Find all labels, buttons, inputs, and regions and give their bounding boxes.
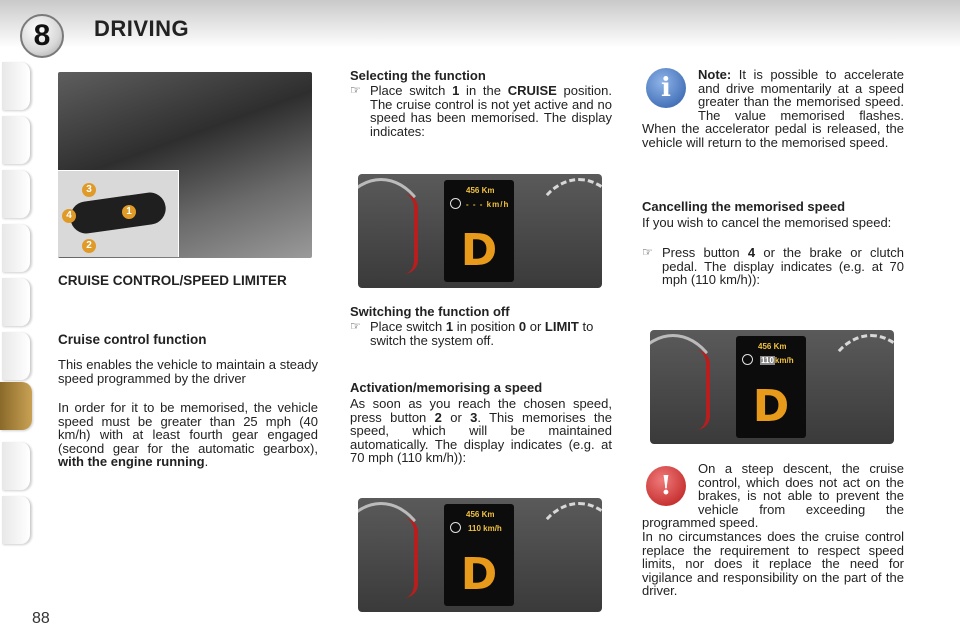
icon-spacer	[642, 462, 698, 516]
display-cruise-active	[358, 498, 602, 612]
gear-indicator: D	[460, 549, 498, 600]
odometer-readout: 456 Km	[758, 342, 787, 351]
page-number: 88	[32, 610, 50, 627]
gear-indicator: D	[460, 225, 498, 276]
pointing-hand-icon: ☞	[350, 319, 361, 333]
selecting-heading: Selecting the function	[350, 68, 486, 83]
cluster-screen	[444, 504, 514, 606]
memorised-speed-readout: 110km/h	[761, 356, 794, 365]
rev-counter-gauge	[358, 178, 434, 288]
redline-arc	[696, 350, 710, 430]
gear-indicator: D	[752, 381, 790, 432]
pointing-hand-icon: ☞	[642, 245, 653, 259]
speedometer-gauge	[818, 334, 894, 444]
odometer-readout: 456 Km	[466, 186, 495, 195]
cluster-screen	[444, 180, 514, 282]
speedometer-gauge	[526, 502, 602, 612]
chapter-tab-9[interactable]	[2, 442, 31, 490]
selecting-bullet: ☞ Place switch 1 in the CRUISE position. The cruise control is not yet active and no speed has been memorised. The display indicates:	[350, 83, 612, 139]
chapter-tab-10[interactable]	[2, 496, 31, 544]
steering-column-photo	[58, 72, 312, 258]
note-paragraph: Note: It is possible to accelerate and drive momentarily at a speed greater than the memorised speed. The value memorised flashes. When the accelerator pedal is released, the vehicle will return to the memorised speed.	[642, 67, 904, 150]
chapter-tab-1[interactable]	[2, 62, 31, 110]
chapter-tab-3[interactable]	[2, 170, 31, 218]
cluster-screen	[736, 336, 806, 438]
activation-heading: Activation/memorising a speed	[350, 380, 543, 395]
info-icon: i	[646, 68, 686, 108]
pointing-hand-icon: ☞	[350, 83, 361, 97]
odometer-readout: 456 Km	[466, 510, 495, 519]
cancel-paragraph: If you wish to cancel the memorised speed:	[642, 215, 892, 230]
chapter-tab-6[interactable]	[2, 332, 31, 380]
cruise-control-icon	[450, 198, 461, 209]
switching-bullet: ☞ Place switch 1 in position 0 or LIMIT to switch the system off.	[350, 319, 594, 348]
redline-arc	[404, 194, 418, 274]
warning-paragraph-2: In no circumstances does the cruise control replace the requirement to respect speed limits, nor does it replace the need for vigilance and responsibility on the part of the driver.	[642, 529, 904, 598]
cruise-control-icon	[450, 522, 461, 533]
warning-paragraph-1: On a steep descent, the cruise control, which does not act on the brakes, is not able to prevent the vehicle from exceeding the programmed speed.	[642, 461, 904, 530]
callout-3: 3	[82, 183, 96, 197]
callout-2: 2	[82, 239, 96, 253]
chapter-number-badge: 8	[20, 14, 64, 58]
speed-readout-blank: - - - km/h	[466, 200, 510, 209]
chapter-tab-2[interactable]	[2, 116, 31, 164]
activation-paragraph: As soon as you reach the chosen speed, press button 2 or 3. This memorises the speed, which will be maintained automatically. The display indicates (e.g. at 70 mph (110 km/h)):	[350, 396, 612, 465]
rev-counter-gauge	[358, 502, 434, 612]
redline-arc	[404, 518, 418, 598]
chapter-tab-8-active[interactable]	[0, 382, 32, 430]
rev-counter-gauge	[650, 334, 726, 444]
chapter-tab-5[interactable]	[2, 278, 31, 326]
set-speed-readout: 110 km/h	[468, 524, 502, 533]
subsection-title: Cruise control function	[58, 332, 207, 347]
section-title: CRUISE CONTROL/SPEED LIMITER	[58, 273, 287, 288]
chapter-title: DRIVING	[94, 16, 190, 41]
callout-4: 4	[62, 209, 76, 223]
speedometer-gauge	[526, 178, 602, 288]
display-cruise-standby	[358, 174, 602, 288]
cancel-heading: Cancelling the memorised speed	[642, 199, 846, 214]
cancel-bullet: ☞ Press button 4 or the brake or clutch pedal. The display indicates (e.g. at 70 mph (110 km/h)):	[642, 245, 904, 287]
display-cruise-cancelled	[650, 330, 894, 444]
switching-heading: Switching the function off	[350, 304, 510, 319]
callout-1: 1	[122, 205, 136, 219]
stalk-inset	[58, 170, 179, 257]
cruise-control-icon	[742, 354, 753, 365]
memorise-conditions-paragraph: In order for it to be memorised, the vehicle speed must be greater than 25 mph (40 km/h) with at least fourth gear engaged (second gear for the automatic gearbox), with the engine running.	[58, 400, 318, 469]
chapter-tabs	[0, 62, 34, 574]
intro-paragraph: This enables the vehicle to maintain a steady speed programmed by the driver	[58, 357, 318, 386]
icon-spacer	[642, 68, 698, 122]
cruise-control-stalk	[68, 190, 168, 235]
warning-icon: !	[646, 466, 686, 506]
chapter-tab-4[interactable]	[2, 224, 31, 272]
